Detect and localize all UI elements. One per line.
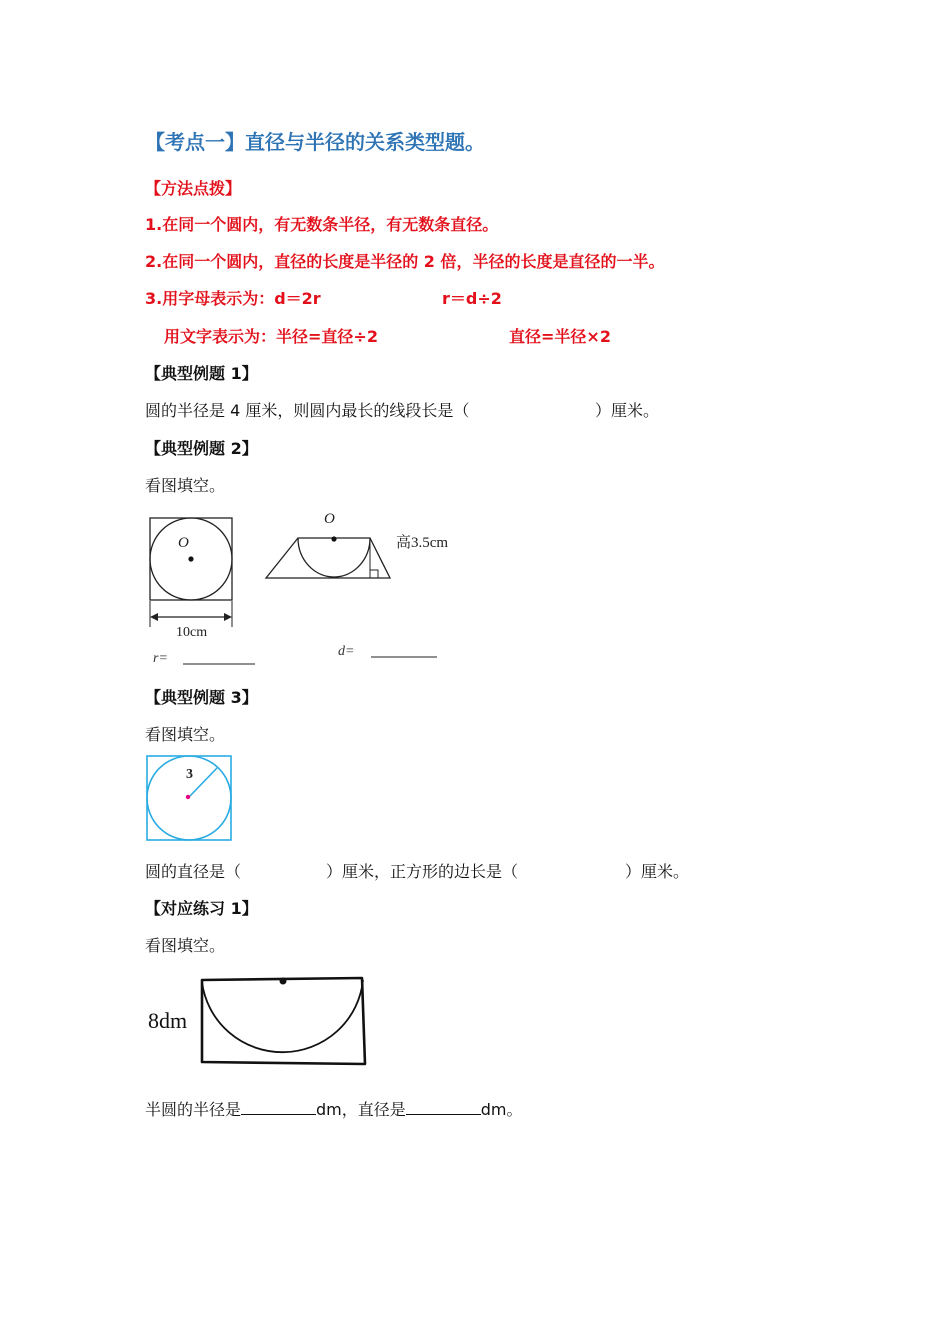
example2-title: 【典型例题 2】 <box>145 439 258 458</box>
example3-question-part2: ）厘米，正方形的边长是（ <box>326 862 519 881</box>
method-line-3b: r＝d÷2 <box>442 289 502 308</box>
example3-figure <box>140 750 240 845</box>
example2-prompt: 看图填空。 <box>145 476 226 495</box>
fig2-center-label: O <box>324 511 335 527</box>
fig3-radius-label: 3 <box>186 767 193 782</box>
section-heading: 【考点一】直径与半径的关系类型题。 <box>145 130 485 154</box>
fig2-trapezoid <box>266 538 390 578</box>
fig1-center-dot <box>188 556 193 561</box>
method-line-4b: 直径=半径×2 <box>509 327 611 346</box>
practice1-title: 【对应练习 1】 <box>145 899 258 918</box>
fig2-right-angle-mark <box>370 570 378 578</box>
example3-question-part1: 圆的直径是（ <box>145 862 242 881</box>
practice1-radius-blank[interactable] <box>241 1098 316 1115</box>
example1-question-part1: 圆的半径是 4 厘米，则圆内最长的线段长是（ <box>145 401 470 420</box>
fig2-answer-label: d= <box>338 644 355 659</box>
fig1-arrow-left <box>150 613 158 621</box>
example3-prompt: 看图填空。 <box>145 725 226 744</box>
example3-title: 【典型例题 3】 <box>145 688 258 707</box>
fig2-semicircle <box>298 538 370 577</box>
fig3-center-dot <box>186 795 190 799</box>
example1-question-part2: ）厘米。 <box>595 401 660 420</box>
fig3-radius-line <box>189 768 217 797</box>
method-line-2: 2.在同一个圆内，直径的长度是半径的 2 倍，半径的长度是直径的一半。 <box>145 252 665 271</box>
method-line-1: 1.在同一个圆内，有无数条半径，有无数条直径。 <box>145 215 499 234</box>
fig2-center-dot <box>331 536 336 541</box>
practice-rectangle <box>202 978 365 1064</box>
method-line-4a: 用文字表示为：半径=直径÷2 <box>164 327 378 346</box>
fig2-height-label: 高3.5cm <box>396 535 449 551</box>
practice1-question-part3: dm。 <box>480 1100 523 1119</box>
practice1-question <box>145 1097 523 1120</box>
practice-semicircle <box>202 980 363 1052</box>
method-title: 【方法点拨】 <box>145 179 242 198</box>
fig1-width-label: 10cm <box>176 625 208 640</box>
practice1-diameter-blank[interactable] <box>406 1098 481 1115</box>
practice1-figure <box>140 970 380 1075</box>
fig1-center-label: O <box>178 535 189 551</box>
example3-question-part3: ）厘米。 <box>625 862 690 881</box>
fig1-arrow-right <box>224 613 232 621</box>
practice-center-dot <box>280 978 287 985</box>
practice1-question-part1: 半圆的半径是 <box>145 1100 242 1119</box>
practice1-prompt: 看图填空。 <box>145 936 226 955</box>
practice1-question-part2: dm，直径是 <box>316 1100 406 1119</box>
practice-height-label: 8dm <box>148 1008 188 1033</box>
method-line-3a: 3.用字母表示为：d＝2r <box>145 289 321 308</box>
example1-title: 【典型例题 1】 <box>145 364 258 383</box>
example2-figures <box>140 505 480 675</box>
fig1-answer-label: r= <box>153 651 168 666</box>
